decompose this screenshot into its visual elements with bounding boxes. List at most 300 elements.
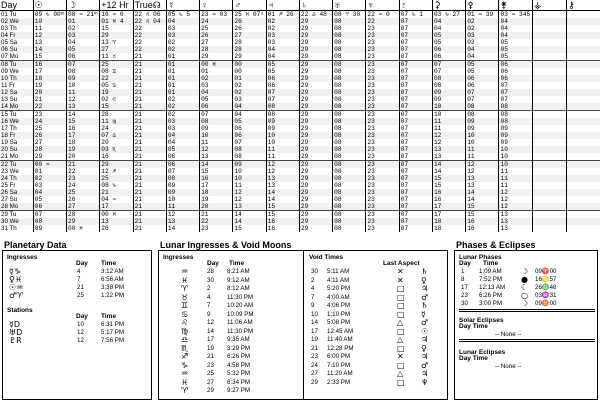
position-cell [567,196,600,203]
position-cell: 04 [166,18,199,25]
position-cell: 13 [67,103,100,111]
phase-day: 1 [461,268,465,275]
void-time: 12:28 PM [327,344,354,352]
position-cell: 03 [200,82,233,89]
planetary-time-col: Time [101,260,117,267]
ephemeris-row [0,82,600,89]
void-time: 2:33 PM [327,378,351,386]
position-cell: 23 [366,196,399,203]
position-cell: 26 [33,132,66,139]
position-cell: 23 [366,82,399,89]
void-time: 4:11 AM [327,276,350,284]
position-cell: 13 [432,153,465,161]
ephemeris-row [0,75,600,82]
position-cell: 04 [499,25,532,32]
position-cell: 09 [67,75,100,82]
ephemeris-row [0,168,600,175]
position-cell: 08 [266,111,299,119]
position-cell: 18 [200,189,233,196]
position-cell: 15 [266,211,299,219]
position-cell: 23 [366,225,399,232]
lunar-ingress-day: 29 [207,387,214,394]
position-cell: 12 [499,189,532,196]
position-cell: 15 [200,168,233,175]
position-cell: 29 [299,75,332,82]
position-cell: 24 [33,118,66,125]
position-cell: 07 [399,189,432,196]
position-cell [532,161,566,169]
day-cell: 04 Fr [0,32,33,39]
aspect-planet: ♃ [421,335,429,344]
position-cell: 14 [67,111,100,119]
position-cell [567,132,600,139]
position-cell [532,25,566,32]
position-cell: 23 [366,118,399,125]
day-cell: 31 Th [1,225,17,232]
solar-day-col: Day [459,323,471,330]
position-cell: 11 [499,175,532,182]
position-cell: 29 [299,103,332,111]
void-day: 21 [311,344,318,352]
position-cell: 02 [166,111,199,119]
position-cell: 11 [33,25,66,32]
position-cell: 04 [432,25,465,32]
aspect-glyph: □ [397,284,405,293]
position-cell: 08 [333,96,366,103]
position-cell: 06 [466,75,499,82]
position-cell: 15 [432,182,465,189]
position-cell: 13 [466,175,499,182]
position-cell: 08 [233,153,266,161]
position-cell: 08 [333,139,366,146]
position-cell [532,46,566,53]
position-cell: 15 [432,175,465,182]
position-cell: 06 [266,75,299,82]
position-cell: 09 [233,161,266,169]
position-cell: 09 [432,96,465,103]
day-cell: 08 Tu [0,61,33,69]
position-cell: 29 [299,211,332,219]
position-cell: 08 [333,211,366,219]
planet-glyph: ☉♒ [9,283,24,292]
position-cell: 03 [466,39,499,46]
position-cell: 23 [366,68,399,75]
position-cell: 29 [299,225,332,232]
position-cell: 14 [200,161,233,169]
position-cell: 10 [499,153,532,161]
col-header-3: +12 Hr [100,0,133,11]
position-cell: 19 [33,82,66,89]
planetary-stations-day-col: Day [76,313,88,320]
position-cell: 04 [67,39,100,46]
phase-day: 23 [461,292,468,299]
ephemeris-row [0,39,600,46]
position-cell: 08 [166,175,199,182]
phase-glyph: ☽ [521,299,529,308]
position-cell: 27 [100,46,133,53]
position-cell: 26 [233,18,266,25]
void-time: 4:00 AM [327,293,350,301]
sign-glyph: ♑ [181,360,189,370]
position-cell: 15 [67,118,100,125]
day-cell: 10 Th [0,75,33,82]
position-cell: 07 [399,175,432,182]
position-cell: 01 [200,68,233,75]
position-cell: 15 [466,203,499,211]
position-cell: 06 [432,53,465,61]
position-cell: 01 [166,53,199,61]
position-cell: 05 [432,32,465,39]
ephemeris-row [0,61,600,69]
position-cell: 00 [233,61,266,69]
ephemeris-row [0,153,600,161]
position-cell: 23 [366,175,399,182]
col-header-5: ☿ [166,0,199,11]
position-cell: 07 [399,218,432,225]
day-cell: 22 Tu [0,161,33,169]
position-cell: 29 [233,53,266,61]
position-cell: 03 [67,32,100,39]
position-cell: 07 [399,139,432,146]
ephemeris-row [0,96,600,103]
position-cell: 08 ♒ 21ᵐ [67,11,100,19]
position-cell: 14 [432,161,465,169]
ephemeris-row [0,146,600,153]
lunar-ingress-day: 19 [207,344,214,352]
position-cell: 02 [166,96,199,103]
lunar-ingress-time: 6:26 PM [227,353,251,360]
position-cell: 12 [266,168,299,175]
position-cell: 10 [166,196,199,203]
position-cell: 08 [499,118,532,125]
position-cell: 08 [333,203,366,211]
lunar-ingress-day: 30 [207,276,214,284]
aspect-planet: ♄ [421,301,429,310]
position-cell: 06 [233,125,266,132]
position-cell [567,189,600,196]
aspect-planet: ♂ [421,360,429,370]
position-cell: 07 [399,168,432,175]
position-cell: 07 [399,103,432,111]
position-cell: 08 [333,125,366,132]
position-cell [532,225,566,232]
position-cell [567,82,600,89]
position-cell: 02 [233,82,266,89]
position-cell: 07 [399,153,432,161]
position-cell: 01 ♐ 26 [266,11,299,19]
phase-position: 03♒31 [535,292,557,299]
position-cell: 29 [299,182,332,189]
col-header-10: ♅ [333,0,366,11]
position-cell: 13 [499,225,532,232]
day-cell: 11 Fr [1,82,15,89]
position-cell: 08 [499,111,532,119]
position-cell: 21 [133,196,166,203]
ephemeris-row [0,211,600,219]
position-cell: 02 [67,25,100,32]
aspect-glyph: ✕ [397,275,404,285]
position-cell: 16 [466,218,499,225]
position-cell: 23 [366,103,399,111]
lunar-ingresses-label: Ingresses [163,254,194,261]
lunar-ingress-day: 7 [207,302,211,309]
position-cell [567,146,600,153]
position-cell: 24 [67,182,100,189]
ingress-time: 6:56 AM [101,276,124,283]
position-cell [532,196,566,203]
position-cell: 17 [200,182,233,189]
position-cell [567,25,600,32]
position-cell: 07 [399,111,432,119]
position-cell: 20 [100,139,133,146]
lunar-time-col: Time [229,260,245,267]
position-cell: 22 [133,25,166,32]
position-cell: 00 ♓ [200,61,233,69]
position-cell: 02 ♌ [100,96,133,103]
position-cell: 04 [200,89,233,96]
position-cell: 01 [233,75,266,82]
ephemeris-row [0,132,600,139]
aspect-glyph: △ [397,369,404,378]
position-cell: 03 [266,39,299,46]
position-cell: 12 [200,146,233,153]
day-cell: 03 Th [1,25,17,32]
void-day: 24 [311,361,318,369]
position-cell: 23 [366,139,399,146]
aspect-planet: ♂ [421,292,429,302]
position-cell: 28 [67,211,100,219]
position-cell [567,225,600,232]
position-cell: 13 [499,218,532,225]
lunar-ingress-time: 4:58 PM [227,361,251,369]
position-cell: 22 [33,103,66,111]
position-cell [567,161,600,169]
void-day: 29 [311,378,318,386]
sign-glyph: ♐ [181,352,189,361]
position-cell: 12 ♐ [100,168,133,175]
void-times-label: Void Times [309,254,344,261]
ephemeris-row [0,189,600,196]
position-cell: 28 [233,39,266,46]
position-cell: 06 [166,161,199,169]
position-cell: 06 [33,203,66,211]
position-cell: 08 [333,75,366,82]
solar-cols [459,323,488,330]
station-time: 6:31 PM [101,321,125,328]
position-cell: 21 [133,146,166,153]
position-cell: 23 [366,53,399,61]
position-cell: 04 [166,132,199,139]
position-cell: 08 [333,189,366,196]
position-cell [532,75,566,82]
position-cell: 09 [432,89,465,96]
position-cell: 29 [299,218,332,225]
position-cell: 23 [366,25,399,32]
position-cell: 11 [233,182,266,189]
position-cell: 21 [133,218,166,225]
position-cell: 06 [266,82,299,89]
position-cell: 14 [466,189,499,196]
position-cell: 08 [333,25,366,32]
lunar-eclipse-day-col: Day [459,355,471,362]
position-cell: 06 [466,82,499,89]
lunar-eclipse-cols [459,355,488,362]
position-cell: 07 [399,132,432,139]
position-cell: 13 [499,211,532,219]
position-cell: 05 [200,96,233,103]
position-cell: 03 [166,125,199,132]
position-cell: 27 [67,203,100,211]
col-header-4: True☊ [133,0,166,11]
phase-time: 7:52 PM [479,276,503,283]
position-cell: 08 [333,89,366,96]
position-cell: 23 [366,189,399,196]
position-cell: 25 [100,61,133,69]
position-cell: 05 [233,118,266,125]
ephemeris-row [0,175,600,182]
day-cell: 24 Th [0,175,33,182]
void-time: 12:45 AM [327,327,354,335]
position-cell: 02 [200,75,233,82]
position-cell: 29 [33,153,66,161]
position-cell: 13 [266,175,299,182]
position-cell: 10 [266,132,299,139]
position-cell: 21 [133,89,166,96]
position-cell: 08 [333,118,366,125]
position-cell: 18 [67,139,100,146]
sign-glyph: ♒ [181,369,189,378]
position-cell [532,189,566,196]
position-cell: 22 [67,168,100,175]
void-day: 17 [311,327,318,335]
position-cell [567,168,600,175]
position-cell: 05 [67,46,100,53]
sign-glyph: ♎ [181,335,189,344]
position-cell: 07 [399,182,432,189]
planet-glyph: ♂♈ [9,291,24,300]
position-cell: 12 [499,203,532,211]
ephemeris-row [0,203,600,211]
day-cell: 15 Tu [0,111,33,119]
day-cell: 09 We [1,68,19,75]
position-cell: 08 [499,103,532,111]
position-cell: 03 [166,25,199,32]
position-cell: 04 [33,189,66,196]
position-cell: 14 [432,168,465,175]
position-cell: 21 [33,96,66,103]
position-cell: 08 [333,196,366,203]
position-cell: 21 [133,96,166,103]
position-cell: 06 [166,153,199,161]
position-cell [567,103,600,111]
position-cell: 10 [67,82,100,89]
position-cell: 25 [100,175,133,182]
position-cell: 06 [67,53,100,61]
ingress-time: 1:22 PM [101,292,125,299]
position-cell: 09 [266,125,299,132]
position-cell [532,89,566,96]
planetary-ingresses-label: Ingresses [7,254,38,261]
ingress-day: 4 [77,268,81,275]
position-cell: 00 [233,68,266,75]
position-cell: 11 [499,182,532,189]
lunar-ingress-time: 8:12 AM [227,285,250,292]
day-cell: 13 Su [1,96,18,103]
position-cell: 23 [366,61,399,69]
void-day: 19 [311,336,318,343]
col-header-14: ⚴ [466,0,499,11]
day-cell: 25 Fr [1,182,16,189]
lunar-divider [303,251,304,400]
position-cell [532,39,566,46]
sign-glyph: ♏ [181,343,189,353]
position-cell: 05 [33,196,66,203]
day-cell: 18 Fr [0,132,33,139]
position-cell: 06 [233,132,266,139]
position-cell: 09 [466,125,499,132]
position-cell: 08 [333,82,366,89]
position-cell: 07 [499,89,532,96]
phase-time: 3:00 PM [479,300,503,307]
position-cell [567,68,600,75]
station-glyph: ♅D [9,328,23,337]
lunar-ingress-day: 2 [207,285,211,292]
position-cell [532,61,566,69]
aspect-glyph: ✕ [397,267,404,276]
aspect-glyph: △ [397,335,404,344]
lunar-ingress-time: 3:29 PM [227,344,251,352]
phase-glyph: ● [521,275,528,284]
position-cell: 08 [333,68,366,75]
aspect-glyph: △ [397,318,404,327]
position-cell [567,139,600,146]
aspect-glyph: □ [397,301,405,310]
phases-title: Phases & Eclipses [456,240,536,250]
day-cell: 01 Tu [1,11,17,18]
position-cell: 23 [366,218,399,225]
position-cell [567,211,600,219]
col-header-6: ♀ [200,0,233,11]
position-cell: 06 [499,68,532,75]
position-cell: 16 [67,125,100,132]
position-cell: 08 [333,146,366,153]
position-cell: 07 [33,211,66,219]
aspect-glyph: ✕ [397,352,404,361]
position-cell: 09 [499,132,532,139]
col-header-0: Day [0,0,33,11]
position-cell: 22 ♎ 48 [299,11,332,19]
position-cell: 08 [333,153,366,161]
position-cell: 09 [466,118,499,125]
phase-position: 26♎48 [535,284,557,291]
position-cell: 09 [33,225,66,232]
day-cell: 05 Sa [1,39,18,46]
aspect-glyph: □ [397,360,405,370]
position-cell: 14 [233,218,266,225]
position-cell: 29 [299,168,332,175]
position-cell: 29 [299,189,332,196]
ephemeris-row [0,161,600,169]
void-time: 5:11 AM [327,268,350,275]
lunar-ingress-time: 10:09 PM [227,310,254,318]
position-cell: 07 [399,146,432,153]
position-cell [532,153,566,161]
position-cell: 29 [299,111,332,119]
position-cell: 07 [399,61,432,69]
position-cell: 07 [432,61,465,69]
lunar-ingress-time: 5:32 PM [227,370,251,377]
position-cell: 07 [399,196,432,203]
